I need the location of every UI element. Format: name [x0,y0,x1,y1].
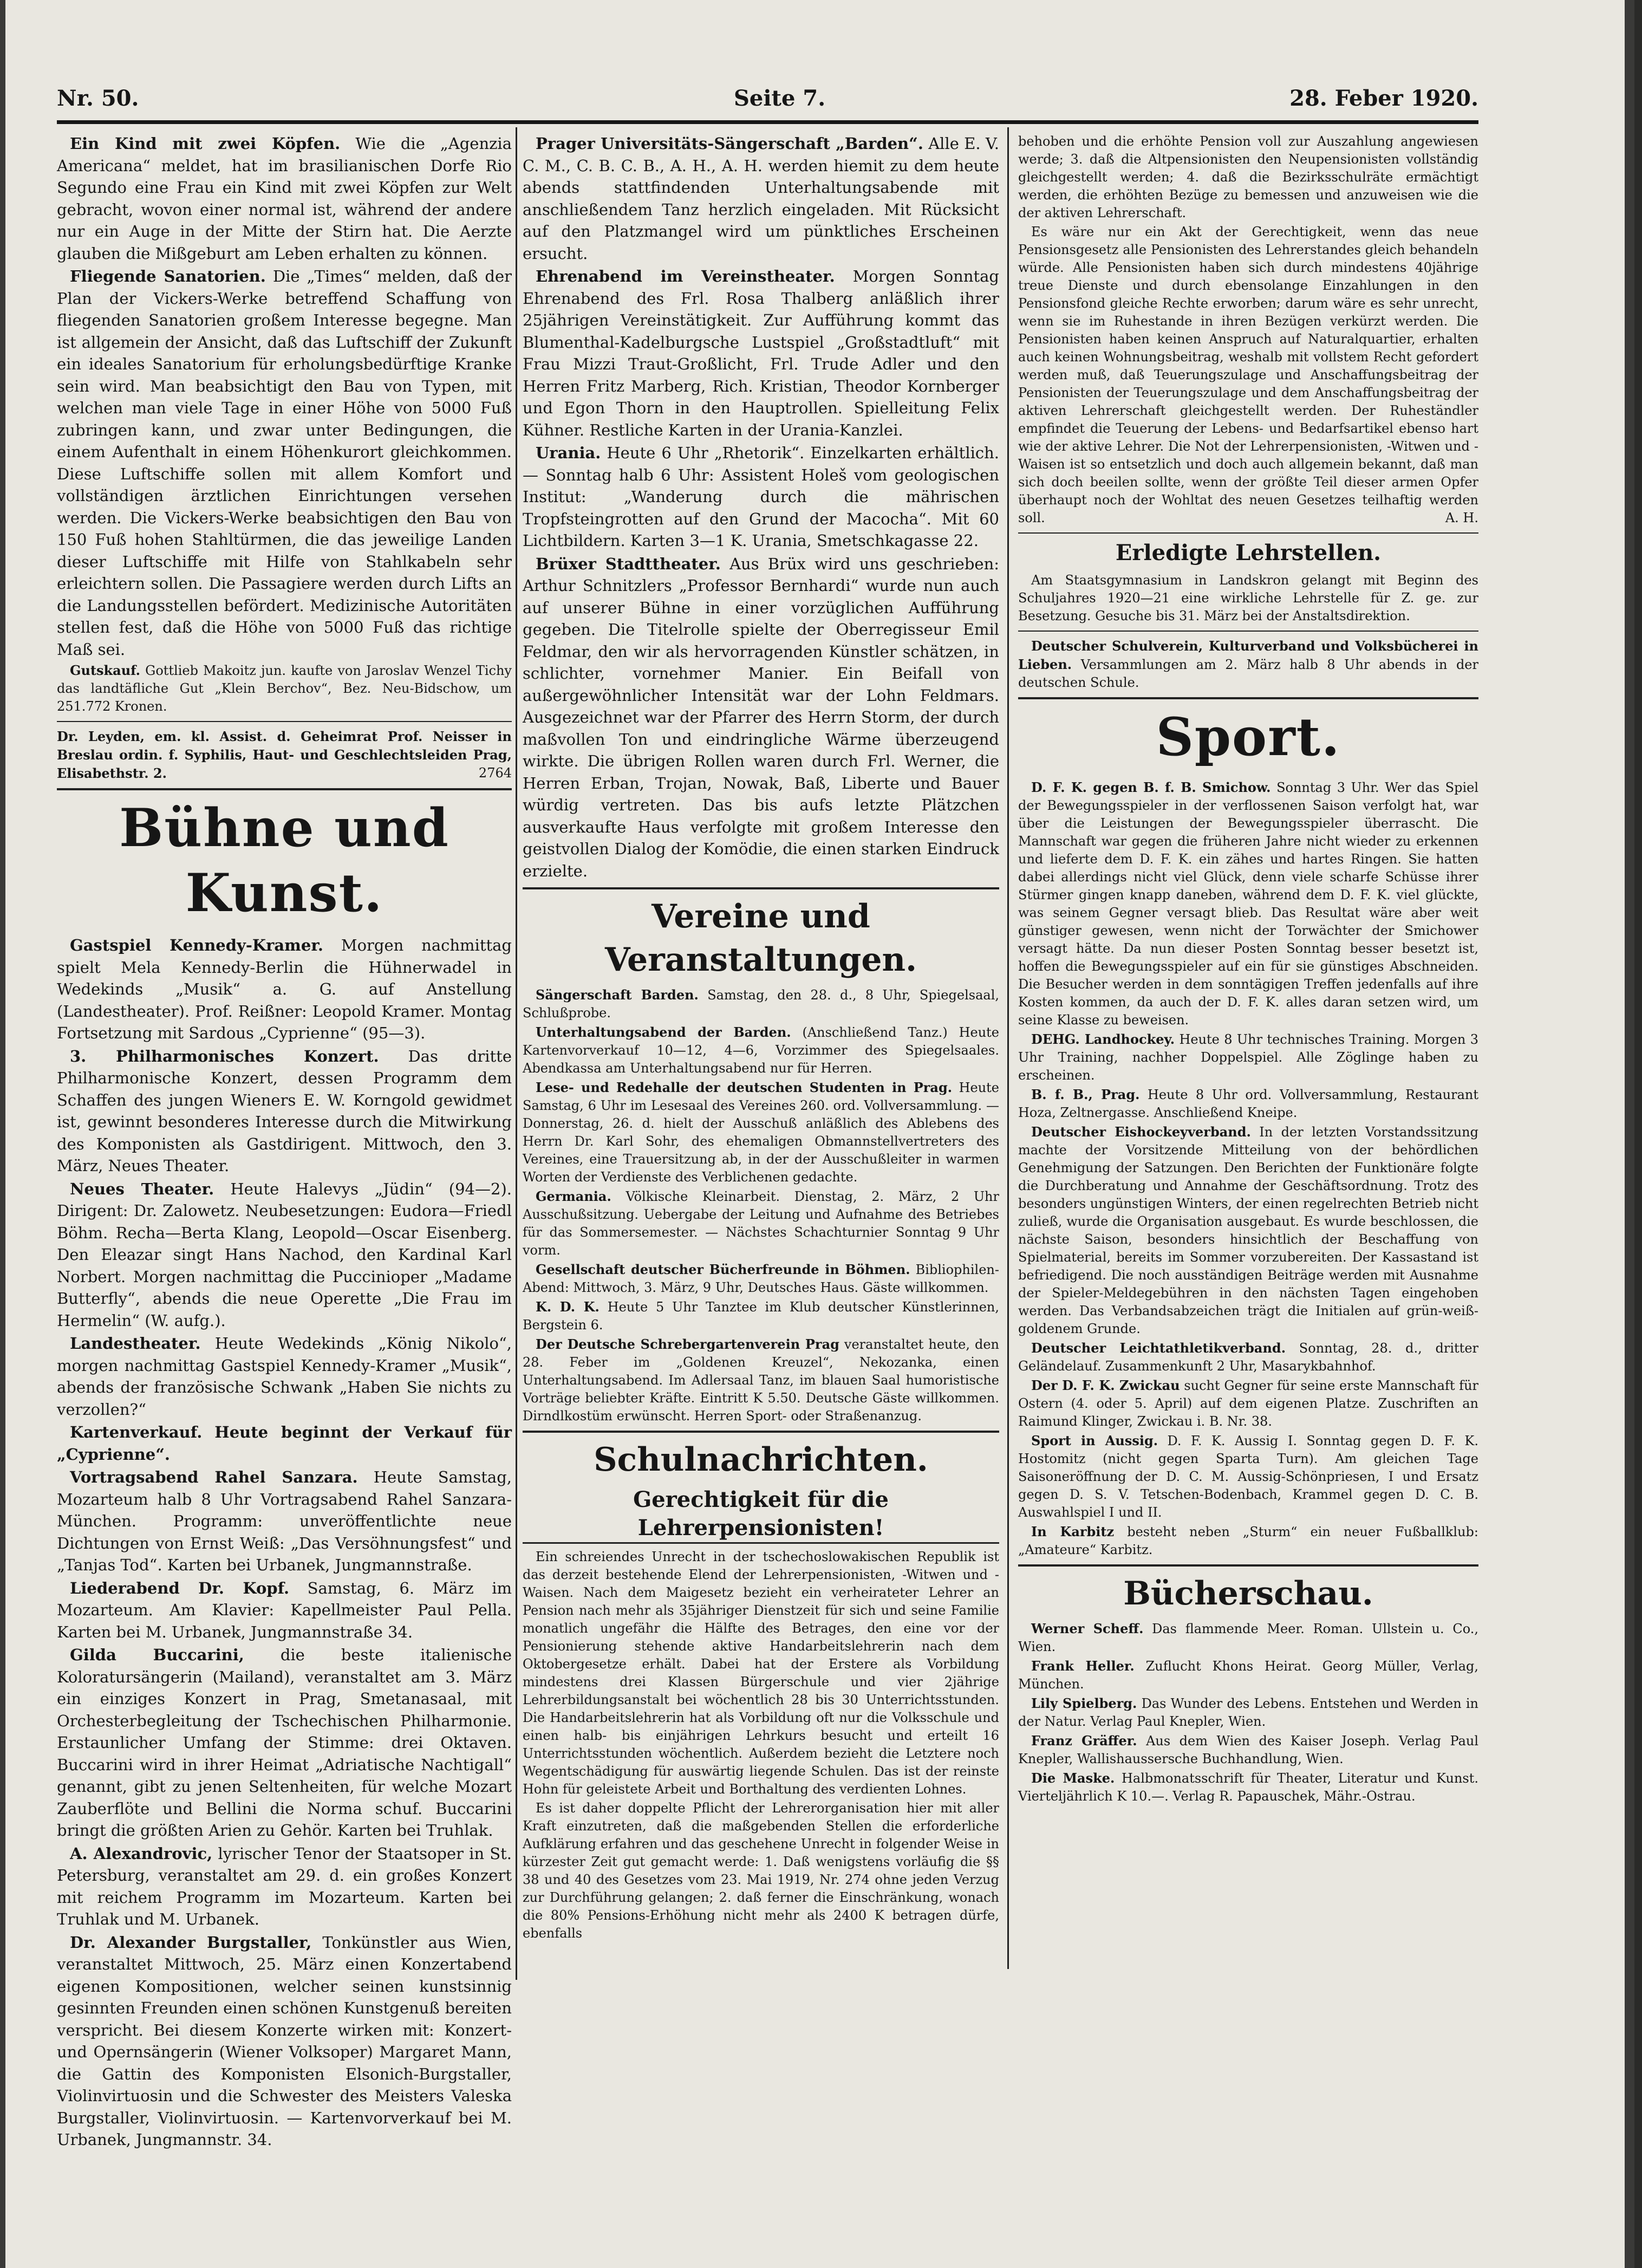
page-header [57,86,1478,116]
advertisement: Dr. Leyden, em. kl. Assist. d. Geheimrat Prof. Neisser in Breslau ordin. f. Syphilis, Haut- und Geschlechtsleiden Prag, Elisabethstr. 2. 2764 [57,729,512,781]
news-item: Deutscher Schulverein, Kulturverband und Volksbücherei in Lieben. Versammlungen am 2. März halb 8 Uhr abends in der deutschen Schule. [1018,638,1478,690]
news-item: Urania. Heute 6 Uhr „Rhetorik“. Einzelkarten erhältlich. — Sonntag halb 6 Uhr: Assistent Holeš vom geologischen Institut: „Wanderung durch die mährischen Tropfsteingrotten auf den Grund der Macocha“. Mit 60 Lichtbildern. Karten 3—1 K. Urania, Smetschkagasse 22. [523,444,1000,550]
news-item: Deutscher Eishockeyverband. In der letzten Vorstandssitzung machte der Vorsitzende Mitteilung von der behördlichen Genehmigung der Satzungen. Den Berichten der Funktionäre folgte die Durchberatung und Annahme der Geschäftsordnung. Trotz des besonders ungünstigen Winters, der einen regelrechten Betrieb nicht zuließ, wurde die Organisation ausgebaut. Es wurde beschlossen, die nächste Saison, besonders hinsichtlich der Beschaffung von Spielmaterial, bereits im Sommer vorzubereiten. Der Kassastand ist befriedigend. Die noch ausständigen Beiträge werden mit Ausnahme der Spieler-Meldegebühren in den nächsten Tagen eingehoben werden. Das Verbandsabzeichen trägt die Initialen auf grün-weiß-goldenem Grunde. [1018,1124,1478,1336]
news-item: Gastspiel Kennedy-Kramer. Morgen nachmittag spielt Mela Kennedy-Berlin die Hühnerwadel in Wedekinds „Musik“ a. G. auf Anstellung (Landestheater). Prof. Reißner: Leopold Kramer. Montag Fortsetzung mit Sardous „Cyprienne“ (95—3). [57,936,512,1042]
book-entry: Die Maske. Halbmonatsschrift für Theater, Literatur und Kunst. Vierteljährlich K 10.—. Verlag R. Papauschek, Mähr.-Ostrau. [1018,1770,1478,1804]
section-title-vereine: Vereine und Veranstaltungen. [604,898,917,979]
separator [1018,532,1478,534]
news-item: Am Staatsgymnasium in Landskron gelangt mit Beginn des Schuljahres 1920—21 eine wirkliche Lehrstelle für Z. ge. zur Besetzung. Gesuche bis 31. März bei der Anstaltsdirektion. [1018,573,1478,623]
news-item: Brüxer Stadttheater. Aus Brüx wird uns geschrieben: Arthur Schnitzlers „Professor Bernhardi“ wurde nun auch auf unserer Bühne in einer vorzüglichen Aufführung gegeben. Die Titelrolle spielte der Oberregisseur Emil Feldmar, den wir als hervorragenden Künstler schätzen, in schlichter, vornehmer Manier. Ein Beifall von außergewöhnlicher Intensität war der Lohn Feldmars. Ausgezeichnet war der Pfarrer des Herrn Storm, der durch maßvollen Ton und eindringliche Wärme überzeugend wirkte. Die übrigen Rollen waren durch Frl. Werner, die Herren Erban, Trojan, Nowak, Baß, Liberte und Bauer würdig vertreten. Das bis aufs letzte Plätzchen ausverkaufte Haus verfolgte mit großem Interesse den geistvollen Dialog der Komödie, die einen starken Eindruck erzielte. [523,554,1000,880]
issue-number: Nr. 50. [57,86,139,111]
news-item: Liederabend Dr. Kopf. Samstag, 6. März im Mozarteum. Am Klavier: Kapellmeister Paul Pella. Karten bei M. Urbanek, Jungmannstraße 34. [57,1578,512,1641]
column-1 [57,133,512,2149]
scan-edge [1634,0,1642,2268]
separator [523,1431,999,1433]
separator [523,887,999,889]
news-item: K. D. K. Heute 5 Uhr Tanztee im Klub deutscher Künstlerinnen, Bergstein 6. [523,1299,999,1333]
news-item: Prager Universitäts-Sängerschaft „Barden“. Alle E. V. C. M., C. B. C. B., A. H., A. H. werden hiemit zu dem heute abends stattfindenden Unterhaltungsabende mit anschließendem Tanz herzlich eingeladen. Mit Rücksicht auf den Platzmangel wird um pünktliches Erscheinen ersucht. [523,134,999,263]
article-paragraph: Es wäre nur ein Akt der Gerechtigkeit, wenn das neue Pensionsgesetz alle Pensionisten des Lehrerstandes gleich behandeln würde. Alle Pensionisten haben sich durch mindestens 40jährige treue Dienste und durch ebensolange Einzahlungen in den Pensionsfond gleiche Rechte erworben; darum wäre es sehr unrecht, wenn sie im Ruhestande in ihren Bezügen verkürzt werden. Die Pensionisten haben keinen Anspruch auf Naturalquartier, erhalten auch keinen Wohnungsbeitrag, weshalb mit vollstem Recht gefordert werden muß, daß Teuerungszulage und Anschaffungsbeitrag der Pensionisten der Teuerungszulage und dem Anschaffungsbeitrag der aktiven Lehrerschaft gleichgestellt werden. Der Ruheständler empfindet die Teuerung der Lebens- und Bedarfsartikel ebenso hart wie der aktive Lehrer. Die Not der Lehrerpensionisten, -Witwen und -Waisen ist so entsetzlich und doch auch allgemein bekannt, daß man sich doch beeilen sollte, wenn der größte Teil dieser armen Opfer überhaupt noch der Wohltat des neuen Gesetzes teilhaftig werden soll. A. H. [1018,223,1478,527]
news-item: Neues Theater. Heute Halevys „Jüdin“ (94—2). Dirigent: Dr. Zalowetz. Neubesetzungen: Eudora—Friedl Böhm. Recha—Berta Klang, Leopold—Oscar Eisenberg. Den Eleazar singt Hans Nachod, den Kardinal Karl Norbert. Morgen nachmittag die Puccinioper „Madame Butterfly“, abends die neue Operette „Die Frau im Hermelin“ (W. aufg.). [57,1179,512,1330]
news-item: Sport in Aussig. D. F. K. Aussig I. Sonntag gegen D. F. K. Hostomitz (nicht gegen Sparta Turn). Am gleichen Tage Saisoneröffnung der D. C. M. Aussig-Schönpriesen, I und Ersatz gegen D. S. V. Tetschen-Bodenbach, Krammel gegen D. C. B. Auswahlspiel I und II. [1018,1433,1478,1520]
separator [57,721,512,722]
news-item: Der D. F. K. Zwickau sucht Gegner für seine erste Mannschaft für Ostern (4. oder 5. April) auf dem eigenen Platze. Zuschriften an Raimund Klinger, Zwickau i. B. Nr. 38. [1018,1377,1478,1429]
subsection-title-lehrstellen: Erledigte Lehrstellen. [1115,540,1382,566]
section-title-buehne: Bühne und Kunst. [119,797,449,924]
separator [1018,631,1478,632]
separator [1018,697,1478,699]
news-item: Landestheater. Heute Wedekinds „König Nikolo“, morgen nachmittag Gastspiel Kennedy-Kramer „Musik“, abends der französische Schwank „Haben Sie nichts zu verzollen?“ [57,1334,512,1419]
book-entry: Frank Heller. Zuflucht Khons Heirat. Georg Müller, Verlag, München. [1018,1658,1478,1692]
header-rule [57,120,1478,124]
news-item: 3. Philharmonisches Konzert. Das dritte Philharmonische Konzert, dessen Programm dem Schaffen des jungen Wieners E. W. Korngold gewidmet ist, gewinnt besonderes Interesse durch die Mitwirkung des Komponisten als Gastdirigent. Mittwoch, den 3. März, Neues Theater. [57,1047,512,1175]
section-title-sport: Sport. [1156,706,1341,768]
news-item: Ein Kind mit zwei Köpfen. Wie die „Agenzia Americana“ meldet, hat im brasilianischen Dorfe Rio Segundo eine Frau ein Kind mit zwei Köpfen zur Welt gebracht, wovon einer normal ist, während der andere nur ein Auge in der Mitte der Stirn hat. Die Aerzte glauben die Mißgeburt am Leben erhalten zu können. [57,134,512,263]
section-title-schule: Schulnachrichten. [594,1441,928,1479]
article-headline: Gerechtigkeit für die Lehrerpensionisten! [523,1486,999,1544]
news-item: Kartenverkauf. Heute beginnt der Verkauf für „Cyprienne“. [57,1423,512,1464]
news-item: Gilda Buccarini, die beste italienische Koloratursängerin (Mailand), veranstaltet am 3. März ein einziges Konzert in Prag, Smetanasaal, mit Orchesterbegleitung der Tschechischen Philharmonie. Erstaunlicher Umfang der Stimme: drei Oktaven. Buccarini wird in ihrer Heimat „Adriatische Nachtigall“ genannt, gibt zu jenen Seltenheiten, für welche Mozart Zauberflöte und Bellini die Norma schuf. Buccarini bringt die größten Arien zu Gehör. Karten bei Truhlak. [57,1646,512,1840]
book-entry: Werner Scheff. Das flammende Meer. Roman. Ullstein u. Co., Wien. [1018,1621,1478,1654]
column-rule-2 [1007,127,1009,1969]
news-item: Lese- und Redehalle der deutschen Studenten in Prag. Heute Samstag, 6 Uhr im Lesesaal des Vereines 260. ord. Vollversammlung. — Donnerstag, 26. d. hielt der Ausschuß anläßlich des Ablebens des Herrn Dr. Karl Sohr, des ehemaligen Obmannstellvertreters des Vereines, eine Trauersitzung ab, in der der Ausschußleiter in warmen Worten der Verdienste des Verblichenen gedachte. [523,1080,999,1185]
separator [1018,1564,1478,1567]
article-paragraph: behoben und die erhöhte Pension voll zur Auszahlung angewiesen werde; 3. daß die Altpensionisten den Neupensionisten vollständig gleichgestellt werden; 4. daß die Bezirksschulräte ermächtigt werden, die erhöhten Bezüge zu bemessen und anzuweisen wie die der aktiven Lehrerschaft. [1018,134,1478,220]
column-2 [523,133,999,1969]
news-item: Germania. Völkische Kleinarbeit. Dienstag, 2. März, 2 Uhr Ausschußsitzung. Uebergabe der Leitung und Aufnahme des Betriebes für das Sommersemester. — Nächstes Schachturnier Sonntag 9 Uhr vorm. [523,1188,999,1258]
section-title-buecherschau: Bücherschau. [1123,1575,1373,1613]
book-entry: Franz Gräffer. Aus dem Wien des Kaiser Joseph. Verlag Paul Knepler, Wallishaussersche Buchhandlung, Wien. [1018,1733,1479,1766]
news-item: Deutscher Leichtathletikverband. Sonntag, 28. d., dritter Geländelauf. Zusammenkunft 2 Uhr, Masarykbahnhof. [1018,1340,1478,1374]
news-item: In Karbitz besteht neben „Sturm“ ein neuer Fußballklub: „Amateure“ Karbitz. [1018,1524,1478,1557]
page-number: Seite 7. [734,86,826,111]
news-item: D. F. K. gegen B. f. B. Smichow. Sonntag 3 Uhr. Wer das Spiel der Bewegungsspieler in der verflossenen Saison verfolgt hat, war über die Leistungen der Bewegungsspieler überrascht. Die Mannschaft war gegen die früheren Jahre nicht wieder zu erkennen und lieferte dem D. F. K. ein zähes und hartes Ringen. Sie hatten dabei allerdings nicht viel Glück, denn viele scharfe Schüsse ihrer Stürmer gingen knapp daneben, während dem D. F. K. viel glückte, was seinem Gegner versagt blieb. Das Resultat wäre aber weit günstiger gewesen, wenn nicht der Torwächter der Smichower versagt hätte. Da nun dieser Posten Sonntag besser besetzt ist, hoffen die Bewegungsspieler auf ein für sie günstiges Abschneiden. Die Besucher werden in dem sonntägigen Treffen jedenfalls auf ihre Kosten kommen, da auch der D. F. K. alles daran setzen wird, um seine Klasse zu beweisen. [1018,779,1479,1028]
news-item: A. Alexandrovic, lyrischer Tenor der Staatsoper in St. Petersburg, veranstaltet am 29. d. ein großes Konzert mit reichem Programm im Mozarteum. Karten bei Truhlak und M. Urbanek. [57,1844,512,1928]
book-entry: Lily Spielberg. Das Wunder des Lebens. Entstehen und Werden in der Natur. Verlag Paul Knepler, Wien. [1018,1695,1478,1729]
article-signature: A. H. [1445,510,1478,525]
article-paragraph: Es ist daher doppelte Pflicht der Lehrerorganisation hier mit aller Kraft einzutreten, daß die maßgebenden Stellen die erforderliche Aufklärung erfahren und das geschehene Unrecht in folgender Weise in kürzester Zeit gut gemacht werde: 1. Daß wenigstens vorläufig die §§ 38 und 40 des Gesetzes vom 23. Mai 1919, Nr. 274 ohne jeden Verzug zur Durchführung gelangen; 2. daß ferner die Einschränkung, wonach die 80% Pensions-Erhöhung nicht mehr als 2400 K betragen dürfe, ebenfalls [523,1801,999,1941]
news-item: Der Deutsche Schrebergartenverein Prag veranstaltet heute, den 28. Feber im „Goldenen Kreuzel“, Nekozanka, einen Unterhaltungsabend. Im Adlersaal Tanz, im blauen Saal humoristische Vorträge beliebter Kräfte. Eintritt K 5.50. Deutsche Gäste willkommen. Dirndlkostüm erwünscht. Herren Sport- oder Straßenanzug. [523,1336,999,1424]
issue-date: 28. Feber 1920. [1289,86,1478,111]
news-item: Ehrenabend im Vereinstheater. Morgen Sonntag Ehrenabend des Frl. Rosa Thalberg anläßlich ihrer 25jährigen Vereinstätigkeit. Zur Aufführung kommt das Blumenthal-Kadelburgsche Lustspiel „Großstadtluft“ mit Frau Mizzi Traut-Großlicht, Frl. Trude Adler und den Herren Fritz Marberg, Rich. Kristian, Theodor Kornberger und Egon Thorn in den Hauptrollen. Spielleitung Felix Kühner. Restliche Karten in der Urania-Kanzlei. [523,267,999,439]
news-item: B. f. B., Prag. Heute 8 Uhr ord. Vollversammlung, Restaurant Hoza, Zeltnergasse. Anschließend Kneipe. [1018,1087,1478,1120]
separator [57,788,512,790]
news-item: DEHG. Landhockey. Heute 8 Uhr technisches Training. Morgen 3 Uhr Training, nachher Doppelspiel. Alle Zöglinge haben zu erscheinen. [1018,1031,1478,1083]
news-item: Unterhaltungsabend der Barden. (Anschließend Tanz.) Heute Kartenvorverkauf 10—12, 4—6, Vorzimmer des Spiegelsaales. Abendkassa am Unterhaltungsabend nur für Herren. [523,1024,999,1076]
news-item: Vortragsabend Rahel Sanzara. Heute Samstag, Mozarteum halb 8 Uhr Vortragsabend Rahel Sanzara-München. Programm: unveröffentlichte neue Dichtungen von Ernst Weiß: „Das Versöhnungsfest“ und „Tanjas Tod“. Karten bei Urbanek, Jungmannstraße. [57,1468,512,1574]
newspaper-page [5,0,1625,2268]
news-item: Fliegende Sanatorien. Die „Times“ melden, daß der Plan der Vickers-Werke betreffend Schaffung von fliegenden Sanatorien großem Interesse begegne. Man ist allgemein der Ansicht, daß das Luftschiff der Zukunft ein ideales Sanatorium für erholungsbedürftige Kranke sein wird. Man beabsichtigt den Bau von Typen, mit welchen man viele Tage in einer Höhe von 5000 Fuß zubringen kann, und zwar unter Bedingungen, die einem Aufenthalt in einem Höhenkurort gleichkommen. Diese Luftschiffe sollen mit allem Komfort und vollständigen ärztlichen Einrichtungen versehen werden. Die Vickers-Werke beabsichtigen den Bau von 150 Fuß hohen Stahltürmen, die das jeweilige Landen dieser Luftschiffe mit Hilfe von Stahlkabeln sehr erleichtern sollen. Die Passagiere werden durch Lifts an die Landungsstellen befördert. Medizinische Autoritäten stellen fest, daß die Höhe von 5000 Fuß das richtige Maß sei. [57,267,512,659]
news-item: Sängerschaft Barden. Samstag, den 28. d., 8 Uhr, Spiegelsaal, Schlußprobe. [523,987,999,1021]
news-item: Dr. Alexander Burgstaller, Tonkünstler aus Wien, veranstaltet Mittwoch, 25. März einen Konzertabend eigenen Kompositionen, welcher seinen kunstsinnig gesinnten Freunden einen schönen Kunstgenuß bereiten verspricht. Bei diesem Konzerte wirken mit: Konzert- und Opernsängerin (Wiener Volksoper) Margaret Mann, die Gattin des Komponisten Elsonich-Burgstaller, Violinvirtuosin und die Schwester des Meisters Valeska Burgstaller, Violinvirtuosin. — Kartenvorverkauf bei M. Urbanek, Jungmannstr. 34. [57,1933,512,2149]
column-rule-1 [516,127,517,1980]
news-item: Gesellschaft deutscher Bücherfreunde in Böhmen. Bibliophilen-Abend: Mittwoch, 3. März, 9 Uhr, Deutsches Haus. Gäste willkommen. [523,1262,999,1295]
news-item: Gutskauf. Gottlieb Makoitz jun. kaufte von Jaroslav Wenzel Tichy das landtäfliche Gut „Klein Berchov“, Bez. Neu-Bidschow, um 251.772 Kronen. [57,662,512,714]
column-3 [1018,133,1478,1931]
article-paragraph: Ein schreiendes Unrecht in der tschechoslowakischen Republik ist das derzeit bestehende Elend der Lehrerpensionisten, -Witwen und -Waisen. Nach dem Maigesetz bezieht ein verheirateter Lehrer an Pension nach mehr als 35jähriger Dienstzeit für sich und seine Familie monatlich ungefähr die Hälfte des Betrages, den eine vor der Pensionierung stehende aktive Handarbeitslehrerin nach dem Oktobergesetze erhält. Dabei hat der Erstere als Vorbildung mindestens drei Klassen Bürgerschule und vier 2jährige Lehrerbildungsanstalt bei wöchentlich 28 bis 30 Unterrichtsstunden. Die Handarbeitslehrerin hat als Vorbildung oft nur die Volksschule und einen halb- bis einjährigen Lehrkurs besucht und erteilt 16 Unterrichtsstunden wöchentlich. Außerdem bezieht die Letztere noch Wegentschädigung für auswärtig liegende Schulen. Das ist der reinste Hohn für geleistete Arbeit und Borthaltung des verdienten Lohnes. [523,1549,999,1797]
